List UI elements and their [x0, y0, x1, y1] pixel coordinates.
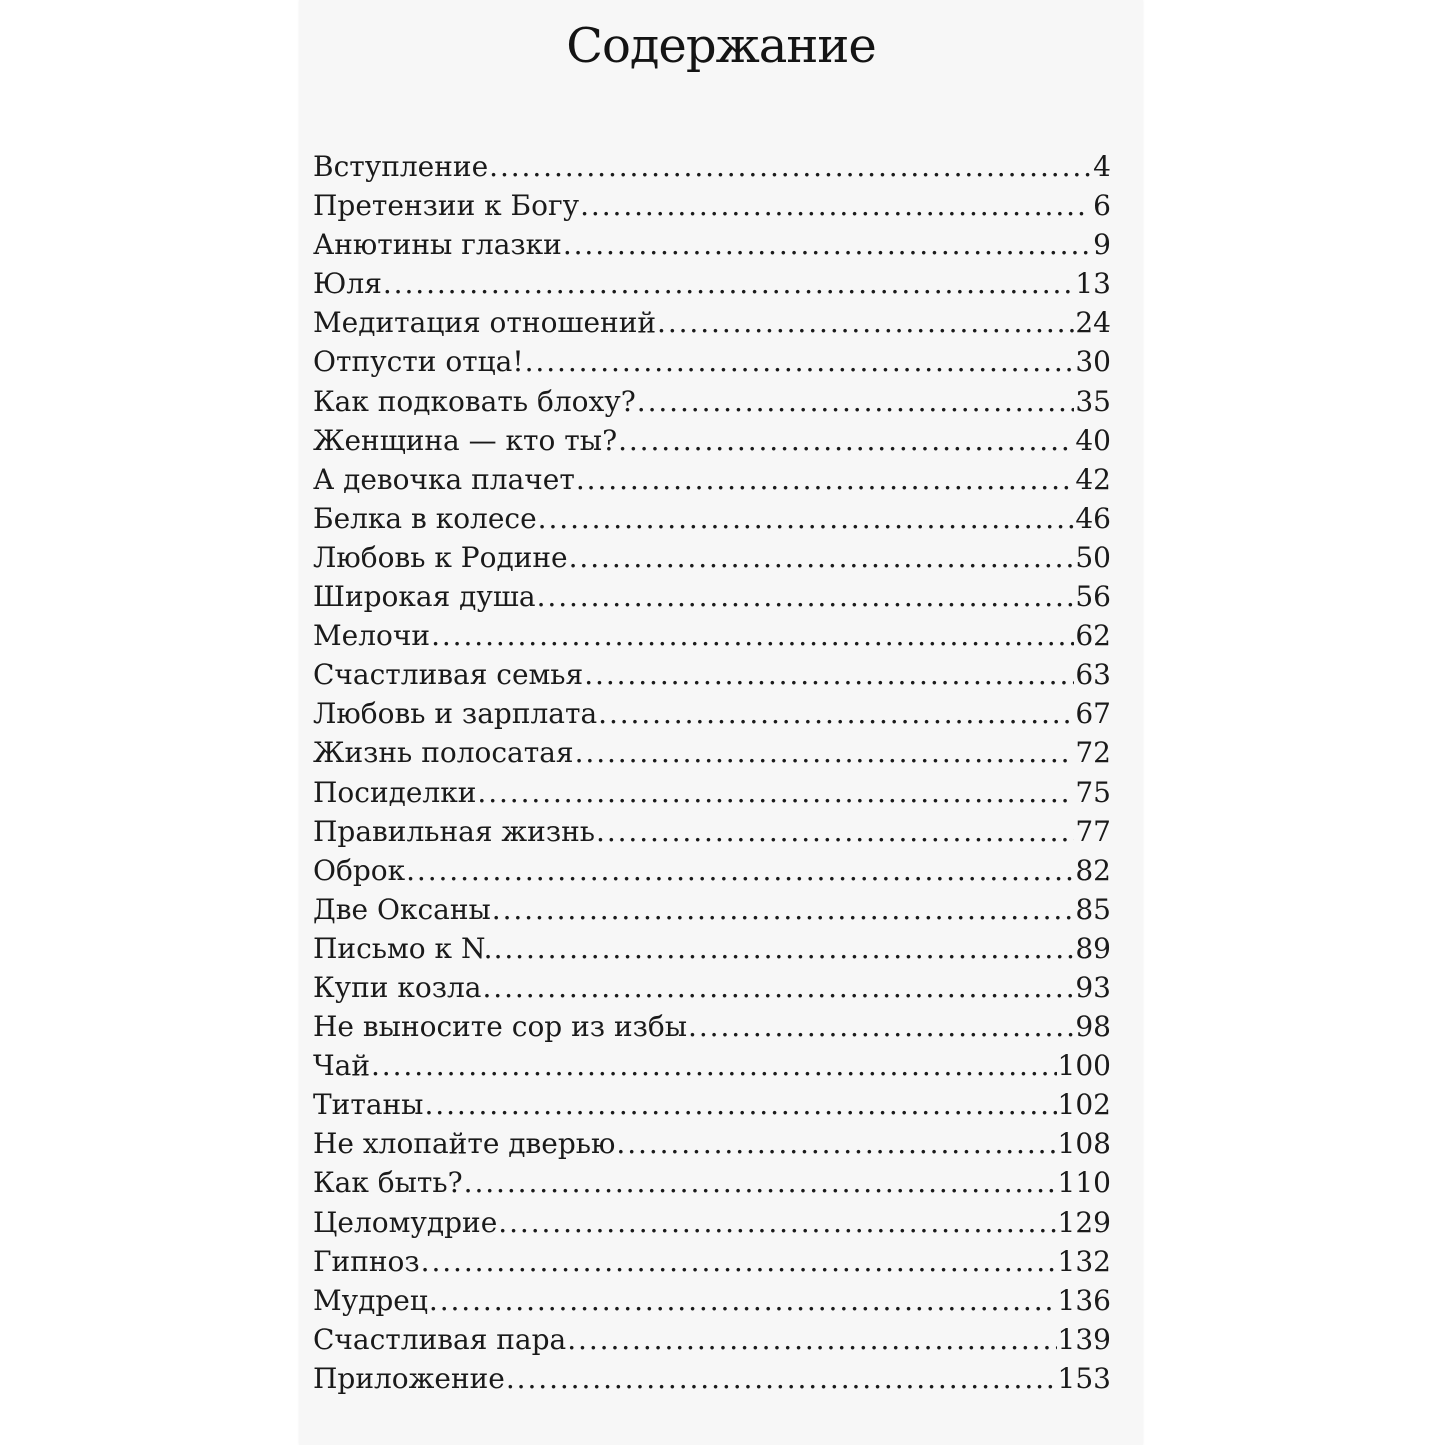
toc-entry-page-number: 102: [1057, 1088, 1111, 1122]
toc-entry-page-number: 139: [1057, 1322, 1111, 1356]
toc-entry: [313, 463, 1111, 502]
toc-entry: [313, 424, 1111, 463]
toc-entry: [313, 1206, 1111, 1245]
toc-entry-title: Любовь и зарплата: [313, 697, 598, 731]
toc-entry: [313, 150, 1111, 189]
toc-entry-page-number: 9: [1093, 228, 1111, 262]
toc-dot-leader: [576, 463, 1075, 493]
toc-entry: [313, 1088, 1111, 1127]
toc-entry: [313, 932, 1111, 971]
toc-entry: [313, 697, 1111, 736]
toc-dot-leader: [616, 1127, 1056, 1157]
toc-entry-title: Гипноз: [313, 1244, 420, 1278]
toc-dot-leader: [383, 267, 1074, 297]
toc-entry: [313, 228, 1111, 267]
toc-entry-title: Две Оксаны: [313, 892, 491, 926]
toc-entry: [313, 1166, 1111, 1205]
toc-entry-title: Оброк: [313, 853, 406, 887]
toc-entry: [313, 1049, 1111, 1088]
toc-dot-leader: [575, 736, 1075, 766]
toc-dot-leader: [598, 697, 1074, 727]
toc-dot-leader: [464, 1166, 1057, 1196]
toc-dot-leader: [424, 1088, 1056, 1118]
toc-entry-title: Чай: [313, 1049, 370, 1083]
toc-dot-leader: [371, 1049, 1057, 1079]
toc-dot-leader: [525, 345, 1075, 375]
toc-dot-leader: [537, 580, 1075, 610]
toc-entry: [313, 776, 1111, 815]
toc-entry-title: Отпусти отца!: [313, 345, 524, 379]
toc-entry-title: Правильная жизнь: [313, 814, 596, 848]
toc-entry-title: Женщина — кто ты?: [313, 423, 618, 457]
toc-entry: [313, 658, 1111, 697]
toc-entry-page-number: 85: [1075, 892, 1111, 926]
toc-entry-title: Медитация отношений: [313, 306, 657, 340]
toc-entry: [313, 385, 1111, 424]
toc-entry-page-number: 129: [1057, 1205, 1111, 1239]
toc-entry-title: Любовь к Родине: [313, 540, 568, 574]
toc-dot-leader: [506, 1362, 1057, 1392]
toc-entry-page-number: 132: [1057, 1244, 1111, 1278]
toc-entry-page-number: 56: [1075, 580, 1111, 614]
toc-entry-title: Целомудрие: [313, 1205, 498, 1239]
toc-entry: [313, 1010, 1111, 1049]
toc-dot-leader: [421, 1245, 1057, 1275]
toc-entry-title: Мудрец: [313, 1283, 428, 1317]
toc-dot-leader: [431, 619, 1074, 649]
toc-entry-page-number: 93: [1075, 970, 1111, 1004]
toc-entry-page-number: 63: [1075, 658, 1111, 692]
toc-entry-page-number: 98: [1075, 1010, 1111, 1044]
toc-dot-leader: [492, 893, 1075, 923]
toc-entry-title: А девочка плачет: [313, 462, 575, 496]
toc-entry: [313, 893, 1111, 932]
toc-entry: [313, 815, 1111, 854]
toc-dot-leader: [618, 424, 1074, 454]
toc-dot-leader: [569, 541, 1075, 571]
toc-entry-title: Титаны: [313, 1088, 424, 1122]
toc-entry-page-number: 67: [1075, 697, 1111, 731]
toc-entry: [313, 502, 1111, 541]
toc-entry-title: Посиделки: [313, 775, 477, 809]
toc-entry-title: Анютины глазки: [313, 228, 562, 262]
toc-entry-title: Приложение: [313, 1361, 505, 1395]
toc-dot-leader: [580, 189, 1090, 219]
toc-dot-leader: [563, 228, 1090, 258]
toc-entry: [313, 736, 1111, 775]
toc-entry-page-number: 108: [1057, 1127, 1111, 1161]
toc-entry-title: Счастливая семья: [313, 658, 584, 692]
toc-entry-page-number: 77: [1075, 814, 1111, 848]
toc-entry-title: Вступление: [313, 150, 489, 183]
toc-entry: [313, 854, 1111, 893]
toc-entry: [313, 971, 1111, 1010]
toc-entry-page-number: 50: [1075, 540, 1111, 574]
toc-entry-page-number: 13: [1075, 267, 1111, 301]
toc-entry: [313, 541, 1111, 580]
toc-dot-leader: [429, 1284, 1057, 1314]
toc-entry: [313, 1362, 1111, 1401]
toc-dot-leader: [538, 502, 1075, 532]
toc-entry-page-number: 46: [1075, 501, 1111, 535]
toc-entry: [313, 345, 1111, 384]
toc-entry: [313, 1127, 1111, 1166]
toc-entry-page-number: 42: [1075, 462, 1111, 496]
toc-entry-page-number: 136: [1057, 1283, 1111, 1317]
toc-entry-title: Широкая душа: [313, 580, 536, 614]
toc-entry-page-number: 4: [1093, 150, 1111, 183]
toc-dot-leader: [482, 971, 1074, 1001]
toc-entry-page-number: 72: [1075, 736, 1111, 770]
toc-entry-page-number: 89: [1075, 931, 1111, 965]
toc-dot-leader: [657, 306, 1074, 336]
toc-dot-leader: [494, 932, 1075, 962]
toc-entry-title: Купи козла: [313, 970, 482, 1004]
toc-entry-page-number: 40: [1075, 423, 1111, 457]
toc-dot-leader: [596, 815, 1074, 845]
toc-entry: [313, 1245, 1111, 1284]
toc-entry-page-number: 35: [1075, 384, 1111, 418]
toc-entry: [313, 306, 1111, 345]
toc-entry-page-number: 75: [1075, 775, 1111, 809]
toc-entry-title: Счастливая пара: [313, 1322, 567, 1356]
toc-dot-leader: [406, 854, 1074, 884]
toc-entry-page-number: 24: [1075, 306, 1111, 340]
toc-entry-title: Не хлопайте дверью: [313, 1127, 616, 1161]
toc-entry: [313, 619, 1111, 658]
toc-entry-title: Мелочи: [313, 619, 431, 653]
toc-entry-title: Претензии к Богу: [313, 189, 580, 223]
toc-entry-page-number: 153: [1057, 1361, 1111, 1395]
toc-dot-leader: [688, 1010, 1074, 1040]
toc-dot-leader: [489, 150, 1090, 180]
toc-entry-title: Не выносите сор из избы: [313, 1010, 688, 1044]
toc-entry: [313, 189, 1111, 228]
toc-dot-leader: [477, 776, 1074, 806]
toc-entry-page-number: 110: [1057, 1166, 1111, 1200]
toc-entry-title: Жизнь полосатая: [313, 736, 574, 770]
toc-entry-page-number: 100: [1057, 1049, 1111, 1083]
book-page: [299, 0, 1143, 1445]
table-of-contents: [313, 150, 1111, 1401]
toc-entry-title: Как подковать блоху?: [313, 384, 636, 418]
toc-dot-leader: [584, 658, 1074, 688]
toc-entry: [313, 580, 1111, 619]
toc-entry: [313, 1284, 1111, 1323]
toc-entry-page-number: 30: [1075, 345, 1111, 379]
toc-entry: [313, 1323, 1111, 1362]
toc-entry-title: Как быть?: [313, 1166, 463, 1200]
toc-dot-leader: [567, 1323, 1056, 1353]
page-title: Содержание: [566, 18, 876, 74]
toc-entry-page-number: 6: [1093, 189, 1111, 223]
toc-entry-page-number: 62: [1075, 619, 1111, 653]
toc-dot-leader: [637, 385, 1075, 415]
toc-entry-title: Юля: [313, 267, 382, 301]
toc-entry-title: Белка в колесе: [313, 501, 537, 535]
toc-entry: [313, 267, 1111, 306]
toc-dot-leader: [498, 1206, 1056, 1236]
toc-entry-title: Письмо к N.: [313, 931, 493, 965]
toc-entry-page-number: 82: [1075, 853, 1111, 887]
